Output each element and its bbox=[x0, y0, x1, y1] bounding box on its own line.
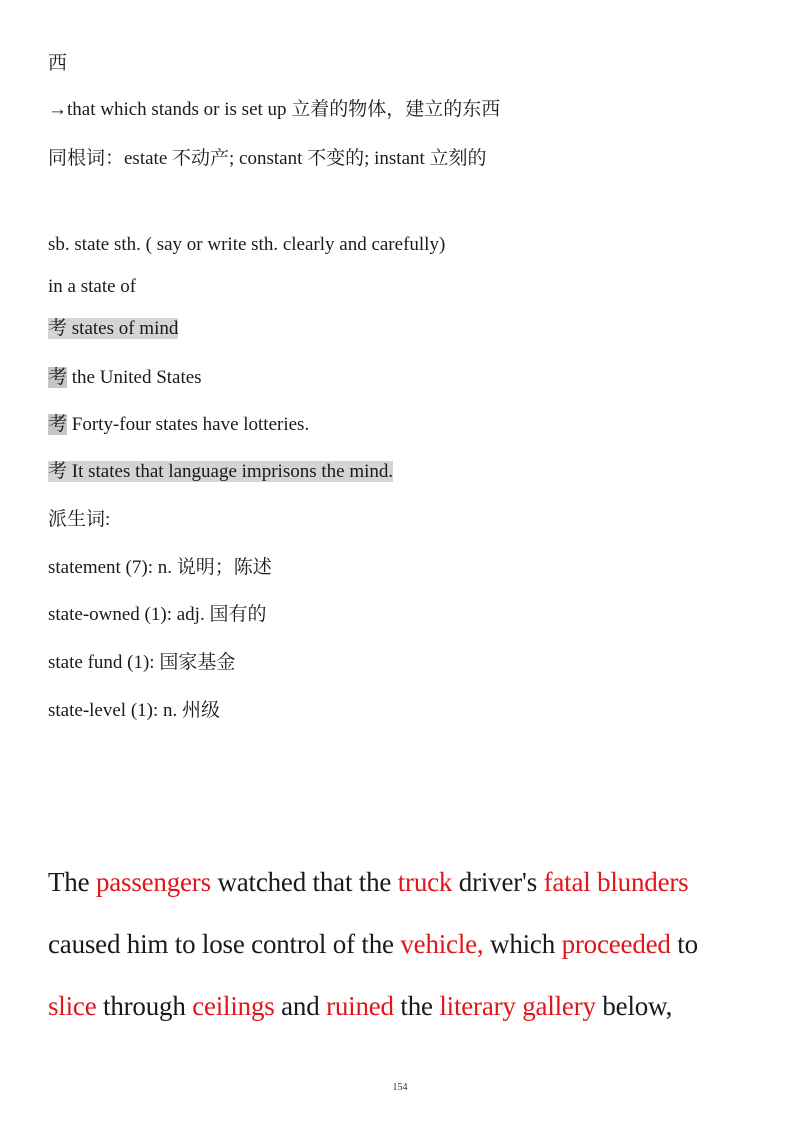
sentence-text: through bbox=[96, 991, 193, 1021]
sentence-text: which bbox=[483, 929, 562, 959]
exam-example bbox=[48, 413, 309, 437]
exam-tag: 考 bbox=[48, 367, 68, 388]
exam-example-highlight bbox=[48, 318, 178, 339]
cognates-line: 同根词：estate 不动产; constant 不变的; instant 立刻的 bbox=[48, 148, 487, 169]
exam-example bbox=[48, 460, 393, 484]
exam-example bbox=[48, 366, 202, 390]
vocab-word: fatal blunders bbox=[543, 867, 689, 897]
sentence-text: and bbox=[274, 991, 327, 1021]
phrase-line: in a state of bbox=[48, 276, 137, 297]
continued-char: 西 bbox=[48, 53, 68, 74]
sentence-line bbox=[48, 989, 672, 1023]
exam-example-highlight bbox=[48, 461, 393, 482]
derivative-item: state-level (1): n. 州级 bbox=[48, 700, 221, 721]
etymology-line: →that which stands or is set up 立着的物体，建立的东西 bbox=[48, 99, 501, 120]
exam-text: states of mind bbox=[67, 318, 179, 339]
sentence-text: to bbox=[670, 929, 698, 959]
exam-tag: 考 bbox=[48, 318, 68, 339]
exam-text: Forty-four states have lotteries. bbox=[67, 414, 310, 435]
usage-line: sb. state sth. ( say or write sth. clearly and carefully) bbox=[48, 234, 446, 255]
vocab-word: ruined bbox=[326, 991, 394, 1021]
vocab-word: ceilings bbox=[192, 991, 275, 1021]
exam-text: It states that language imprisons the mind. bbox=[67, 461, 394, 482]
vocab-word: passengers bbox=[95, 867, 211, 897]
sentence-line bbox=[48, 865, 688, 899]
exam-text: the United States bbox=[67, 367, 202, 388]
derivatives-heading: 派生词: bbox=[48, 509, 111, 530]
vocab-word: proceeded bbox=[561, 929, 671, 959]
sentence-text: driver's bbox=[452, 867, 544, 897]
derivative-item: state-owned (1): adj. 国有的 bbox=[48, 604, 267, 625]
sentence-text: watched that the bbox=[210, 867, 398, 897]
derivative-item: state fund (1): 国家基金 bbox=[48, 652, 236, 673]
vocab-word: vehicle, bbox=[400, 929, 484, 959]
page-number: 154 bbox=[392, 1082, 408, 1093]
vocab-word: truck bbox=[397, 867, 453, 897]
sentence-text: caused him to lose control of the bbox=[48, 929, 401, 959]
vocab-word: literary gallery bbox=[439, 991, 596, 1021]
exam-tag: 考 bbox=[48, 414, 68, 435]
sentence-line bbox=[48, 927, 698, 961]
derivative-item: statement (7): n. 说明；陈述 bbox=[48, 557, 272, 578]
sentence-text: The bbox=[48, 867, 96, 897]
sentence-text: below, bbox=[595, 991, 673, 1021]
sentence-text: the bbox=[393, 991, 440, 1021]
exam-tag: 考 bbox=[48, 461, 68, 482]
vocab-word: slice bbox=[48, 991, 97, 1021]
exam-example bbox=[48, 317, 178, 341]
